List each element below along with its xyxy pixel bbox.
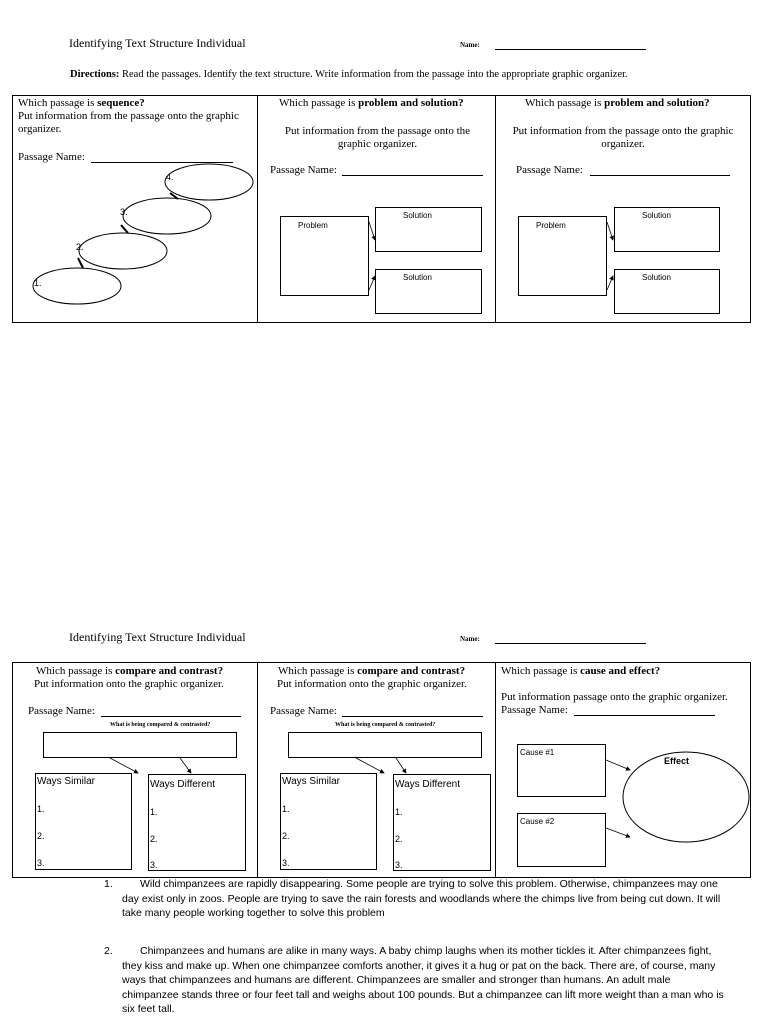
item-number: 1.	[395, 807, 403, 817]
ways-similar-box[interactable]	[280, 773, 377, 870]
sequence-step-4: 4.	[166, 172, 174, 182]
ways-different-label: Ways Different	[150, 779, 216, 790]
item-number: 3.	[150, 860, 158, 870]
question-prefix: Which passage is	[278, 665, 358, 677]
solution-label: Solution	[642, 211, 671, 220]
question-structure: problem and solution?	[604, 97, 710, 109]
question-prefix: Which passage is	[279, 97, 359, 109]
item-number: 2.	[150, 834, 158, 844]
passage-name-label: Passage Name:	[270, 705, 337, 717]
compared-box[interactable]	[288, 732, 482, 758]
ways-similar-box[interactable]	[35, 773, 132, 870]
item-number: 1.	[150, 807, 158, 817]
cause-2-box[interactable]	[517, 813, 606, 867]
passage-name-label: Passage Name:	[28, 705, 95, 717]
cause-1-box[interactable]	[517, 744, 606, 797]
passage-name-label: Passage Name:	[18, 151, 85, 163]
sequence-instruction: Put information from the passage onto the graphic organizer.	[18, 110, 239, 135]
question-prefix: Which passage is	[501, 665, 581, 677]
sequence-oval-4[interactable]	[165, 164, 253, 200]
passage-number: 2.	[104, 945, 113, 957]
ways-similar-label: Ways Similar	[282, 776, 340, 787]
problem-solution-arrow	[369, 276, 375, 290]
passage-number: 1.	[104, 878, 113, 890]
compare-question	[36, 665, 223, 678]
ways-different-box[interactable]	[393, 774, 491, 871]
problem-solution-arrow	[369, 222, 375, 240]
solution-label: Solution	[642, 273, 671, 282]
problem-label: Problem	[298, 221, 328, 230]
passage-name-label: Passage Name:	[270, 164, 337, 176]
solution-label: Solution	[403, 273, 432, 282]
question-structure: sequence?	[97, 97, 145, 109]
column-divider	[257, 662, 258, 878]
page-title: Identifying Text Structure Individual	[69, 630, 246, 644]
page-title: Identifying Text Structure Individual	[69, 36, 246, 50]
item-number: 1.	[282, 804, 290, 814]
sequence-connector	[121, 225, 128, 233]
question-structure: compare and contrast?	[115, 665, 224, 677]
item-number: 2.	[282, 831, 290, 841]
question-prefix: Which passage is	[18, 97, 98, 109]
sequence-oval-3[interactable]	[123, 198, 211, 234]
compare-question	[278, 665, 465, 678]
problem-solution-instruction: Put information from the passage onto the graphic organizer.	[512, 125, 734, 150]
cause-effect-instruction: Put information passage onto the graphic organizer.	[501, 691, 728, 703]
item-number: 1.	[37, 804, 45, 814]
question-prefix: Which passage is	[525, 97, 605, 109]
cause-1-label: Cause #1	[520, 748, 555, 757]
passage-name-label: Passage Name:	[501, 704, 568, 716]
question-structure: compare and contrast?	[357, 665, 466, 677]
item-number: 3.	[37, 858, 45, 868]
item-number: 3.	[395, 860, 403, 870]
problem-label: Problem	[536, 221, 566, 230]
column-divider	[495, 662, 496, 878]
compare-instruction: Put information onto the graphic organizer.	[277, 678, 467, 690]
problem-solution-instruction: Put information from the passage onto the graphic organizer.	[284, 125, 471, 150]
sequence-oval-1[interactable]	[33, 268, 121, 304]
passage-1	[104, 877, 726, 921]
question-structure: problem and solution?	[358, 97, 464, 109]
cause-effect-question	[501, 665, 660, 678]
item-number: 2.	[37, 831, 45, 841]
name-field[interactable]	[495, 633, 646, 644]
passage-name-field[interactable]	[101, 706, 241, 717]
passage-2	[104, 944, 726, 1017]
compared-label: What is being compared & contrasted?	[335, 722, 436, 728]
passage-text: Chimpanzees and humans are alike in many ways. A baby chimp laughs when its mother tickles it. After chimpanzees fight, they kiss and make up. When one chimpanzee comforts another, it gives it a hug or pat on the back. There are, of course, many ways that chimpanzees and humans are different. Chimpanzees are smaller and stronger than humans. An adult male chimpanzee stands three or four feet tall and weighs about 100 pounds. But a chimpanzee can lift more weight than a man who is six feet tall.	[122, 945, 724, 1015]
question-structure: cause and effect?	[580, 665, 661, 677]
passage-name-label: Passage Name:	[516, 164, 583, 176]
directions-label: Directions:	[70, 69, 120, 80]
compare-instruction: Put information onto the graphic organizer.	[34, 678, 224, 690]
problem-solution-arrow	[607, 222, 613, 240]
sequence-connector	[78, 258, 83, 268]
sequence-step-2: 2.	[76, 242, 84, 252]
item-number: 2.	[395, 834, 403, 844]
name-label: Name:	[460, 635, 480, 643]
effect-label: Effect	[664, 756, 690, 766]
problem-solution-arrow	[607, 276, 613, 290]
ways-different-label: Ways Different	[395, 779, 461, 790]
passage-name-field[interactable]	[574, 705, 715, 716]
compared-box[interactable]	[43, 732, 237, 758]
item-number: 3.	[282, 858, 290, 868]
ways-different-box[interactable]	[148, 774, 246, 871]
passage-name-field[interactable]	[342, 706, 483, 717]
solution-label: Solution	[403, 211, 432, 220]
sequence-step-3: 3.	[120, 207, 128, 217]
question-prefix: Which passage is	[36, 665, 116, 677]
compared-label: What is being compared & contrasted?	[110, 722, 211, 728]
cause-2-label: Cause #2	[520, 817, 555, 826]
sequence-oval-2[interactable]	[79, 233, 167, 269]
passage-text: Wild chimpanzees are rapidly disappearing. Some people are trying to solve this problem. Otherwise, chimpanzees may one day exist only in zoos. People are trying to save the rain forests and woodlands where the chimps live from being cut down. It will take many people working together to solve this problem	[122, 878, 721, 919]
directions-text: Read the passages. Identify the text structure. Write information from the passage into the appropriate graphic organizer.	[119, 69, 628, 80]
sequence-step-1: 1.	[34, 278, 42, 288]
ways-similar-label: Ways Similar	[37, 776, 95, 787]
name-label: Name:	[460, 41, 480, 49]
